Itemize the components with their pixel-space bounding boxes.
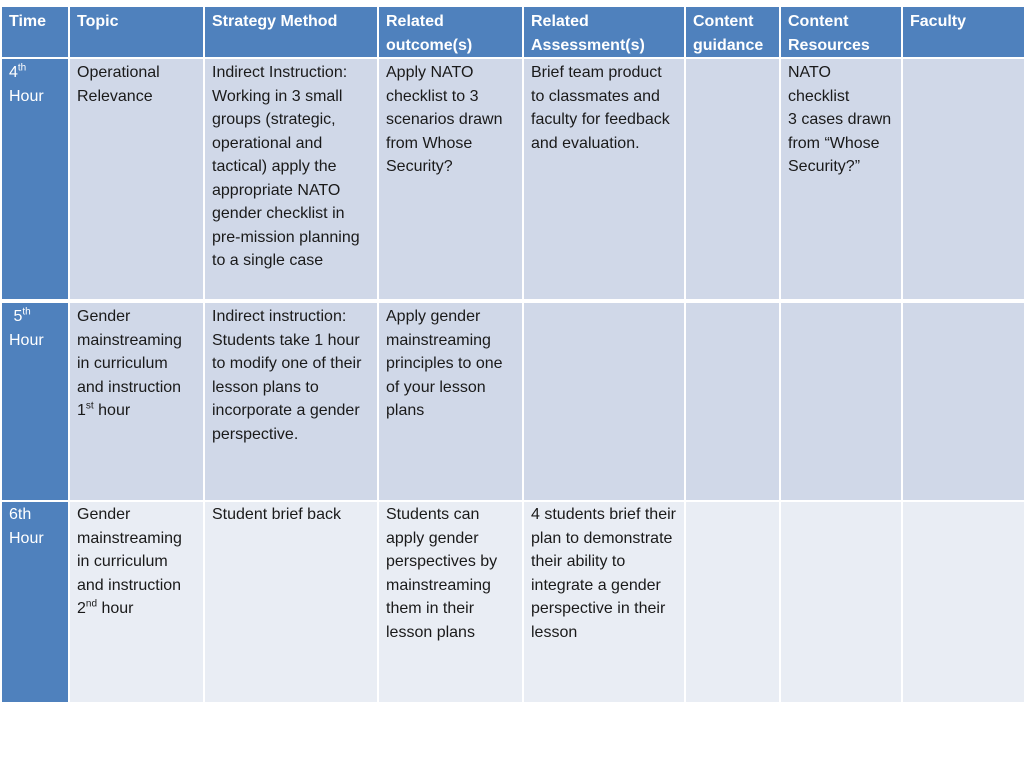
header-outcome: Related outcome(s) [378, 6, 523, 58]
table-row [1, 301, 1024, 501]
topic-hour-suffix: nd [85, 598, 98, 610]
topic-hour-word: hour [98, 402, 131, 419]
time-suffix: th [17, 62, 27, 74]
header-topic: Topic [69, 6, 204, 58]
assessment-cell: 4 students brief their plan to demonstrate their ability to integrate a gender perspective in their lesson [523, 501, 685, 703]
outcome-cell: Students can apply gender perspectives by mainstreaming them in their lesson plans [378, 501, 523, 703]
assessment-cell [523, 301, 685, 501]
faculty-cell [902, 501, 1024, 703]
faculty-cell [902, 58, 1024, 301]
header-faculty: Faculty [902, 6, 1024, 58]
strategy-cell: Indirect Instruction: Working in 3 small groups (strategic, operational and tactical) apply the appropriate NATO gender checklist in pre-mission planning to a single case [204, 58, 378, 301]
topic-text: Gender mainstreaming in curriculum and instruction [77, 308, 182, 396]
outcome-cell: Apply NATO checklist to 3 scenarios drawn from Whose Security? [378, 58, 523, 301]
header-time: Time [1, 6, 69, 58]
assessment-cell: Brief team product to classmates and faculty for feedback and evaluation. [523, 58, 685, 301]
header-guidance: Content guidance [685, 6, 780, 58]
time-cell [1, 58, 69, 301]
topic-hour-suffix: st [85, 400, 94, 412]
guidance-cell [685, 301, 780, 501]
header-assessment: Related Assessment(s) [523, 6, 685, 58]
time-word: Hour [9, 331, 44, 349]
time-cell [1, 301, 69, 501]
outcome-cell: Apply gender mainstreaming principles to one of your lesson plans [378, 301, 523, 501]
time-suffix: th [22, 306, 31, 318]
header-resources: Content Resources [780, 6, 902, 58]
time-cell [1, 501, 69, 703]
topic-cell [69, 501, 204, 703]
topic-text: Gender mainstreaming in curriculum and instruction [77, 506, 182, 594]
strategy-cell: Indirect instruction: Students take 1 hour to modify one of their lesson plans to incorporate a gender perspective. [204, 301, 378, 501]
time-word: Hour [9, 529, 44, 547]
strategy-cell: Student brief back [204, 501, 378, 703]
topic-hour-number: 2 [77, 600, 86, 617]
header-row [1, 6, 1024, 58]
topic-hour-number: 1 [77, 402, 86, 419]
table-row [1, 58, 1024, 301]
time-number: 5 [13, 308, 23, 325]
guidance-cell [685, 501, 780, 703]
faculty-cell [902, 301, 1024, 501]
time-number: 6th [9, 506, 32, 523]
guidance-cell [685, 58, 780, 301]
time-word: Hour [9, 87, 44, 105]
topic-cell [69, 301, 204, 501]
resources-cell [780, 501, 902, 703]
curriculum-table [0, 5, 1024, 704]
resources-cell: NATO checklist 3 cases drawn from “Whose Security?” [780, 58, 902, 301]
resources-cell [780, 301, 902, 501]
time-number: 4 [9, 64, 18, 81]
header-strategy: Strategy Method [204, 6, 378, 58]
table-row [1, 501, 1024, 703]
topic-cell: Operational Relevance [69, 58, 204, 301]
topic-hour-word: hour [101, 600, 134, 617]
